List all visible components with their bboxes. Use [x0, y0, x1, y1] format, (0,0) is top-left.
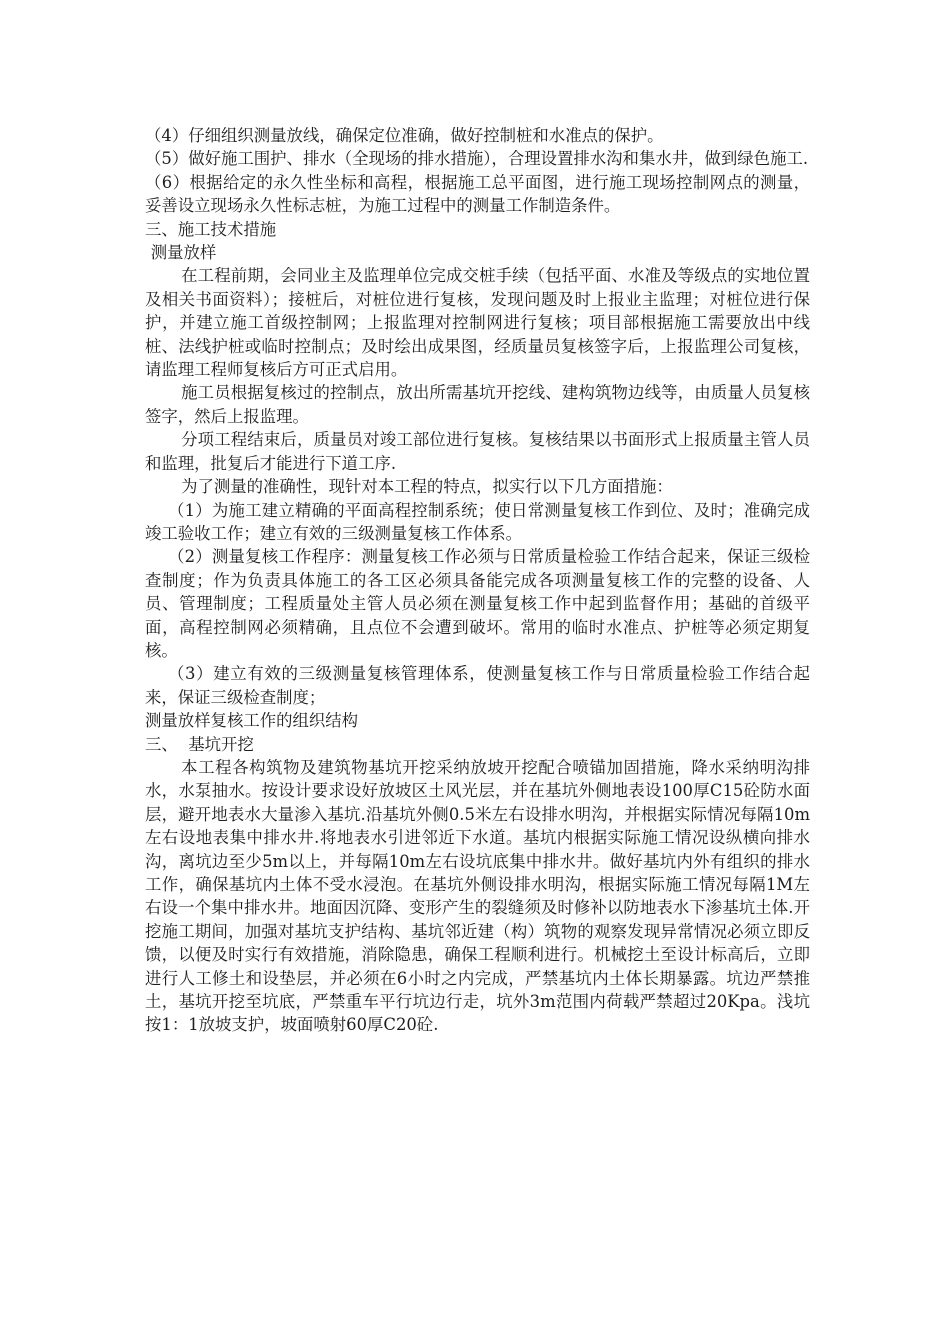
measure-list-item-1: （1）为施工建立精确的平面高程控制系统；使日常测量复核工作到位、及时；准确完成竣工验收工作；建立有效的三级测量复核工作体系。	[145, 500, 810, 543]
section-heading-construction-measures: 三、施工技术措施	[145, 219, 277, 239]
measure-item-4: （4）仔细组织测量放线，确保定位准确，做好控制桩和水准点的保护。	[145, 126, 664, 145]
paragraph-early-stage: 在工程前期，会同业主及监理单位完成交桩手续（包括平面、水准及等级点的实地位置及相关书面资料）；接桩后，对桩位进行复核，发现问题及时上报业主监理；对桩位进行保护，并建立施工首级控制网；上报监理对控制网进行复核；项目部根据施工需要放出中线桩、法线护桩或临时控制点；及时绘出成果图，经质量员复核签字后，上报监理公司复核，请监理工程师复核后方可正式启用。	[145, 266, 810, 380]
section-heading-excavation: 三、 基坑开挖	[145, 734, 254, 754]
subheading-survey-staking: 测量放样	[150, 243, 217, 263]
subheading-organization: 测量放样复核工作的组织结构	[145, 711, 359, 731]
document-page	[145, 124, 810, 1037]
measure-item-6: （6）根据给定的永久性坐标和高程，根据施工总平面图，进行施工现场控制网点的测量，妥善设立现场永久性标志桩，为施工过程中的测量工作制造条件。	[145, 172, 810, 216]
paragraph-construction-staff: 施工员根据复核过的控制点，放出所需基坑开挖线、建构筑物边线等，由质量人员复核签字，然后上报监理。	[145, 383, 810, 426]
measure-item-5: （5）做好施工围护、排水（全现场的排水措施），合理设置排水沟和集水井，做到绿色施工.	[145, 149, 809, 169]
paragraph-subitem-completion: 分项工程结束后，质量员对竣工部位进行复核。复核结果以书面形式上报质量主管人员和监理，批复后才能进行下道工序.	[145, 430, 810, 473]
measure-list-item-3: （3）建立有效的三级测量复核管理体系，使测量复核工作与日常质量检验工作结合起来，保证三级检查制度；	[145, 664, 810, 707]
paragraph-accuracy-measures: 为了测量的准确性，现针对本工程的特点，拟实行以下几方面措施：	[181, 477, 673, 497]
measure-list-item-2: （2）测量复核工作程序：测量复核工作必须与日常质量检验工作结合起来，保证三级检查制度；作为负责具体施工的各工区必须具备能完成各项测量复核工作的完整的设备、人员、管理制度；工程质量处主管人员必须在测量复核工作中起到监督作用；基础的首级平面，高程控制网必须精确，且点位不会遭到破坏。常用的临时水准点、护桩等必须定期复核。	[145, 547, 810, 660]
paragraph-excavation: 本工程各构筑物及建筑物基坑开挖采纳放坡开挖配合喷锚加固措施，降水采纳明沟排水，水泵抽水。按设计要求设好放坡区土风光层，并在基坑外侧地表设100厚C15砼防水面层，避开地表水大量渗入基坑.沿基坑外侧0.5米左右设排水明沟，并根据实际情况每隔10m左右设地表集中排水井.将地表水引进邻近下水道。基坑内根据实际施工情况设纵横向排水沟，离坑边至少5m以上，并每隔10m左右设坑底集中排水井。做好基坑内外有组织的排水工作，确保基坑内土体不受水浸泡。在基坑外侧设排水明沟，根据实际施工情况每隔1M左右设一个集中排水井。地面因沉降、变形产生的裂缝须及时修补以防地表水下渗基坑土体.开挖施工期间，加强对基坑支护结构、基坑邻近建（构）筑物的观察发现异常情况必须立即反馈，以便及时实行有效措施，消除隐患，确保工程顺利进行。机械挖土至设计标高后，立即进行人工修土和设垫层，并必须在6小时之内完成，严禁基坑内土体长期暴露。坑边严禁推土，基坑开挖至坑底，严禁重车平行坑边行走，坑外3m范围内荷载严禁超过20Kpa。浅坑按1：1放坡支护，坡面喷射60厚C20砼.	[145, 757, 810, 1035]
